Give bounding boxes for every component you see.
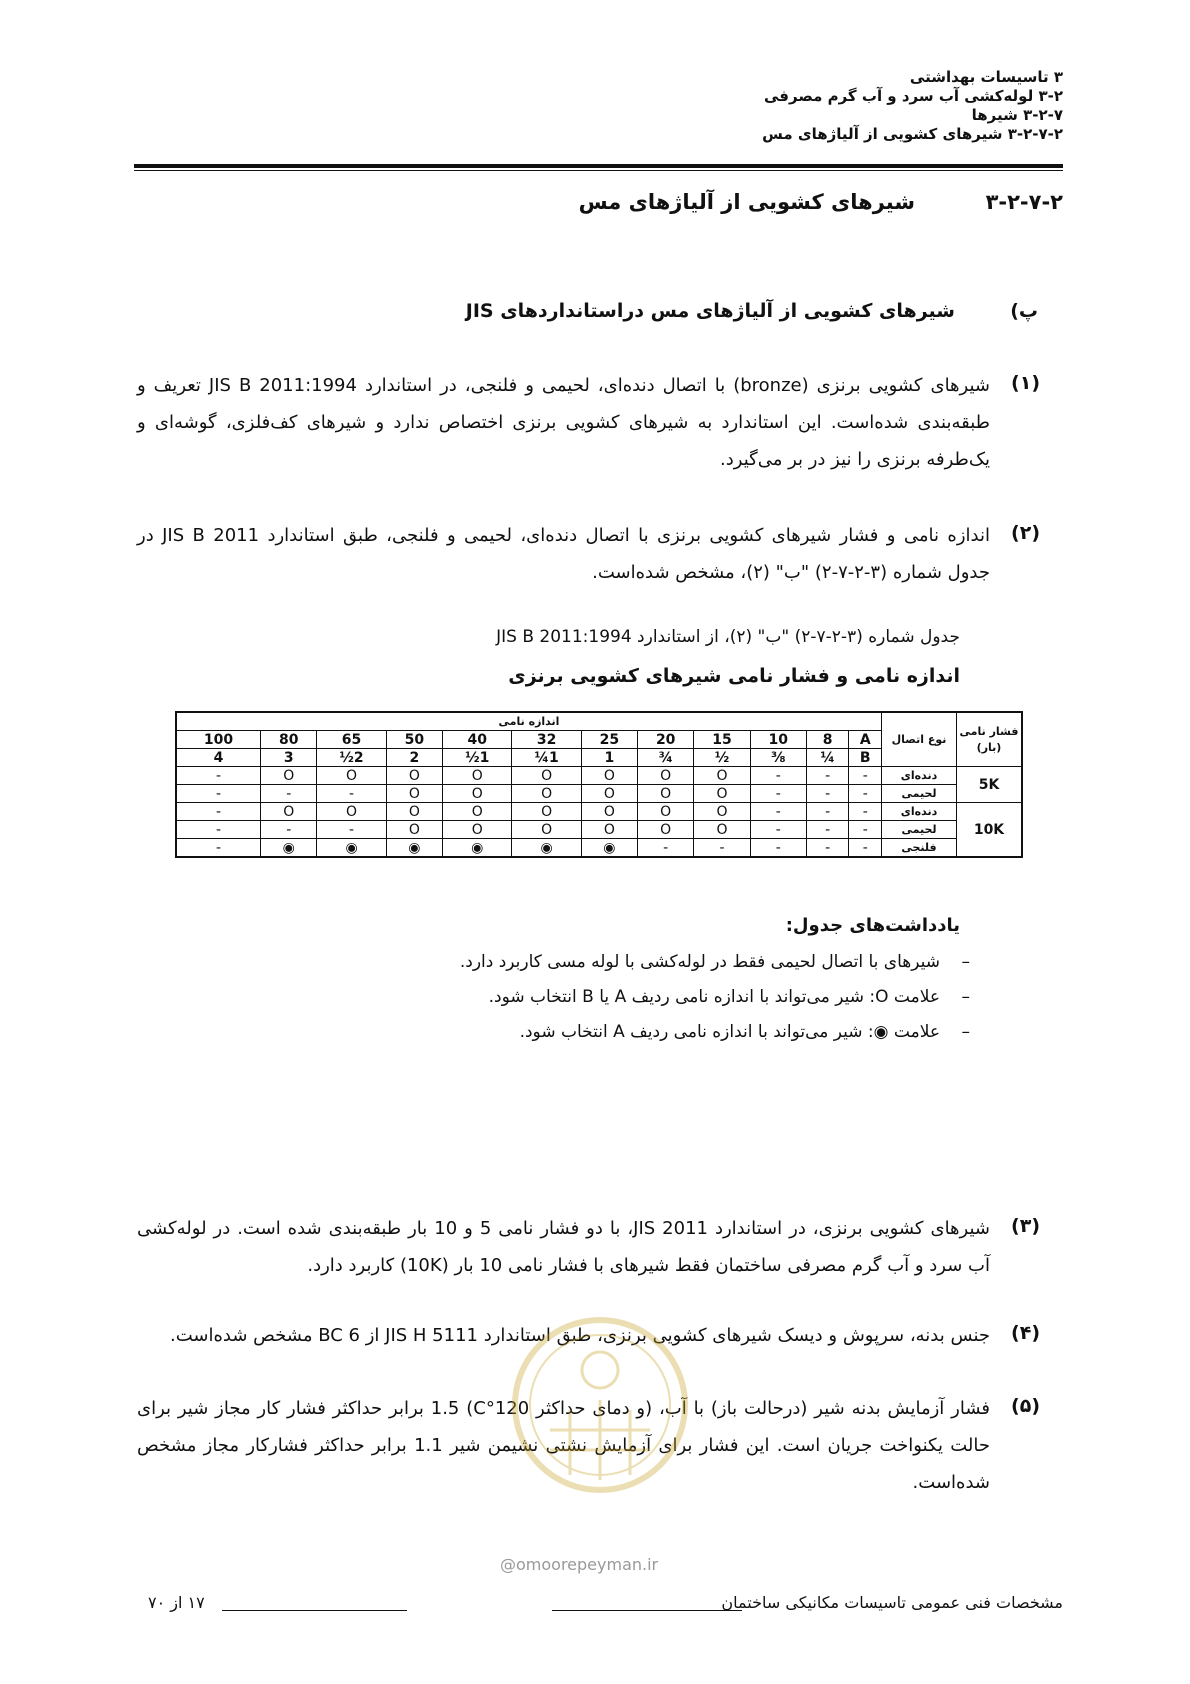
table-cell: O: [261, 767, 317, 785]
table-cell: -: [176, 839, 261, 858]
table-cell: -: [176, 767, 261, 785]
connection-type: لحیمی: [882, 821, 957, 839]
pressure-cell: 10K: [957, 803, 1023, 858]
paragraph-number: (۴): [1011, 1322, 1040, 1344]
table-cell: ◉: [512, 839, 581, 858]
table-caption-number: جدول شماره (۳-۲-۷-۲) "ب" (۲)، از استاندارد JIS B 2011:1994: [496, 627, 960, 647]
footer-rule: [552, 1610, 742, 1611]
page-number: ۱۷ از ۷۰: [148, 1593, 205, 1612]
connection-type: دنده‌ای: [882, 767, 957, 785]
table-cell: O: [638, 821, 694, 839]
table-cell: O: [317, 803, 386, 821]
table-cell: -: [638, 839, 694, 858]
table-cell: -: [261, 821, 317, 839]
table-cell: -: [176, 803, 261, 821]
table-cell: O: [581, 821, 637, 839]
size-b: 1½: [443, 749, 512, 767]
table-cell: O: [512, 785, 581, 803]
table-header-row: [176, 712, 1022, 731]
table-cell: O: [694, 821, 750, 839]
footer-rule: [222, 1610, 407, 1611]
note-text: شیرهای با اتصال لحیمی فقط در لوله‌کشی با لوله مسی کاربرد دارد.: [459, 952, 940, 972]
table-cell: O: [317, 767, 386, 785]
table-row: [176, 785, 1022, 803]
paragraph-number: (۵): [1011, 1395, 1040, 1417]
table-cell: O: [638, 767, 694, 785]
table-cell: ◉: [443, 839, 512, 858]
table-cell: ◉: [261, 839, 317, 858]
table-cell: O: [581, 767, 637, 785]
size-a: 8: [806, 731, 849, 749]
size-a: 50: [386, 731, 442, 749]
size-a: 20: [638, 731, 694, 749]
table-cell: O: [443, 803, 512, 821]
connection-type: دنده‌ای: [882, 803, 957, 821]
paragraph: جنس بدنه، سرپوش و دیسک شیرهای کشویی برنزی، طبق استاندارد JIS H 5111 از BC 6 مشخص شده‌است.: [169, 1325, 990, 1346]
table-cell: -: [806, 785, 849, 803]
paragraph-number: (۱): [1011, 372, 1040, 394]
table-cell: -: [806, 803, 849, 821]
table-cell: -: [849, 785, 882, 803]
note-text: علامت ◉: شیر می‌تواند با اندازه نامی ردیف A انتخاب شود.: [519, 1022, 940, 1042]
pressure-cell: 5K: [957, 767, 1023, 803]
table-cell: O: [694, 767, 750, 785]
watermark-site: @omoorepeyman.ir: [500, 1555, 659, 1574]
table-row: [176, 839, 1022, 858]
connection-type: لحیمی: [882, 785, 957, 803]
table-cell: -: [750, 839, 806, 858]
size-b: ½: [694, 749, 750, 767]
table-cell: O: [443, 821, 512, 839]
table-cell: ◉: [581, 839, 637, 858]
note-item: –علامت O: شیر می‌تواند با اندازه نامی ردیف A یا B انتخاب شود.: [488, 987, 970, 1007]
size-a: 10: [750, 731, 806, 749]
table-cell: O: [581, 803, 637, 821]
subsection-marker: پ): [1010, 300, 1038, 322]
table-row: [176, 803, 1022, 821]
table-cell: -: [849, 803, 882, 821]
table-cell: -: [317, 821, 386, 839]
size-a: 100: [176, 731, 261, 749]
table-cell: O: [261, 803, 317, 821]
paragraph-number: (۳): [1011, 1215, 1040, 1237]
table-cell: -: [750, 821, 806, 839]
table-cell: ◉: [317, 839, 386, 858]
table-cell: O: [638, 785, 694, 803]
table-cell: -: [806, 821, 849, 839]
header-line-3: ۳-۲-۷ شیرها: [971, 106, 1063, 124]
running-header: [762, 68, 1063, 144]
size-a: 65: [317, 731, 386, 749]
size-a: 32: [512, 731, 581, 749]
table-cell: -: [806, 839, 849, 858]
watermark-seal: [510, 1280, 690, 1530]
paragraph: اندازه نامی و فشار شیرهای کشویی برنزی با اتصال دنده‌ای، لحیمی و فلنجی، طبق استاندارد JIS B 2011 در جدول شماره (۳-۲-۷-۲) "ب" (۲)، مشخص شده‌است.: [137, 525, 990, 583]
paragraph: شیرهای کشویی برنزی، در استاندارد JIS 2011، با دو فشار نامی 5 و 10 بار طبقه‌بندی شده است. در لوله‌کشی آب سرد و آب گرم مصرفی ساختمان فقط شیرهای با فشار نامی 10 بار (10K) کاربرد دارد.: [137, 1218, 990, 1276]
table-cell: O: [386, 821, 442, 839]
size-a: 80: [261, 731, 317, 749]
table-cell: -: [317, 785, 386, 803]
size-a: 25: [581, 731, 637, 749]
size-b: ¼: [806, 749, 849, 767]
table-cell: -: [750, 785, 806, 803]
table-cell: ◉: [386, 839, 442, 858]
row-label-b: B: [849, 749, 882, 767]
table-cell: -: [694, 839, 750, 858]
connection-type: فلنجی: [882, 839, 957, 858]
table-cell: O: [512, 767, 581, 785]
header-pressure: فشار نامی (بار): [957, 712, 1023, 767]
section-title: شیرهای کشویی از آلیاژهای مس: [578, 190, 915, 214]
header-line-2: ۳-۲ لوله‌کشی آب سرد و آب گرم مصرفی: [763, 87, 1063, 105]
header-connection: نوع اتصال: [882, 712, 957, 767]
table-cell: -: [176, 821, 261, 839]
note-item: –شیرهای با اتصال لحیمی فقط در لوله‌کشی با لوله مسی کاربرد دارد.: [459, 952, 970, 972]
size-b: 1: [581, 749, 637, 767]
table-cell: -: [176, 785, 261, 803]
note-item: –علامت ◉: شیر می‌تواند با اندازه نامی ردیف A انتخاب شود.: [519, 1022, 970, 1042]
table-cell: -: [849, 821, 882, 839]
table-cell: -: [261, 785, 317, 803]
table-cell: O: [581, 785, 637, 803]
table-cell: -: [750, 767, 806, 785]
size-b: 1¼: [512, 749, 581, 767]
table-cell: -: [750, 803, 806, 821]
size-b: 2: [386, 749, 442, 767]
table-row: [176, 767, 1022, 785]
table-cell: O: [694, 803, 750, 821]
footer-book-title: مشخصات فنی عمومی تاسیسات مکانیکی ساختمان: [721, 1593, 1063, 1612]
row-label-a: A: [849, 731, 882, 749]
header-rule-thick: [134, 164, 1063, 168]
header-line-4: ۳-۲-۷-۲ شیرهای کشویی از آلیاژهای مس: [762, 125, 1063, 143]
size-a: 40: [443, 731, 512, 749]
table-cell: -: [849, 839, 882, 858]
paragraph-number: (۲): [1011, 522, 1040, 544]
size-b: 4: [176, 749, 261, 767]
subsection-title: شیرهای کشویی از آلیاژهای مس دراستانداردهای JIS: [465, 300, 955, 322]
table-cell: -: [806, 767, 849, 785]
table-cell: O: [386, 767, 442, 785]
table-cell: O: [443, 785, 512, 803]
size-b: ¾: [638, 749, 694, 767]
header-size: اندازه نامی: [176, 712, 882, 731]
table-caption-title: اندازه نامی و فشار نامی شیرهای کشویی برنزی: [508, 665, 960, 687]
paragraph: فشار آزمایش بدنه شیر (درحالت باز) با آب، (و دمای حداکثر 120°C) 1.5 برابر حداکثر فشار کار مجاز شیر برای حالت یکنواخت جریان است. این فشار برای آزمایش نشتی نشیمن شیر 1.1 برابر حداکثر فشارکار مجاز مشخص شده‌است.: [137, 1398, 991, 1493]
size-b: 3: [261, 749, 317, 767]
notes-title: یادداشت‌های جدول:: [785, 915, 960, 936]
size-b: 2½: [317, 749, 386, 767]
paragraph: شیرهای کشویی برنزی (bronze) با اتصال دنده‌ای، لحیمی و فلنجی، در استاندارد JIS B 2011:1994 تعریف و طبقه‌بندی شده‌است. این استاندارد به شیرهای کشویی برنزی اختصاص ندارد و شیرهای کف‌فلزی، گوشه‌ای و یک‌طرفه برنزی را نیز در بر می‌گیرد.: [137, 375, 990, 470]
table-cell: O: [694, 785, 750, 803]
header-line-1: ۳ تاسیسات بهداشتی: [909, 68, 1063, 86]
size-a: 15: [694, 731, 750, 749]
note-text: علامت O: شیر می‌تواند با اندازه نامی ردیف A یا B انتخاب شود.: [488, 987, 940, 1007]
table-cell: O: [443, 767, 512, 785]
header-rule-thin: [134, 170, 1063, 171]
section-number: ۳-۲-۷-۲: [985, 190, 1063, 214]
table-cell: -: [849, 767, 882, 785]
table-row: [176, 821, 1022, 839]
size-b: ⅜: [750, 749, 806, 767]
valve-size-table: [175, 711, 1023, 858]
table-cell: O: [638, 803, 694, 821]
table-cell: O: [386, 785, 442, 803]
table-cell: O: [512, 821, 581, 839]
table-cell: O: [512, 803, 581, 821]
table-cell: O: [386, 803, 442, 821]
